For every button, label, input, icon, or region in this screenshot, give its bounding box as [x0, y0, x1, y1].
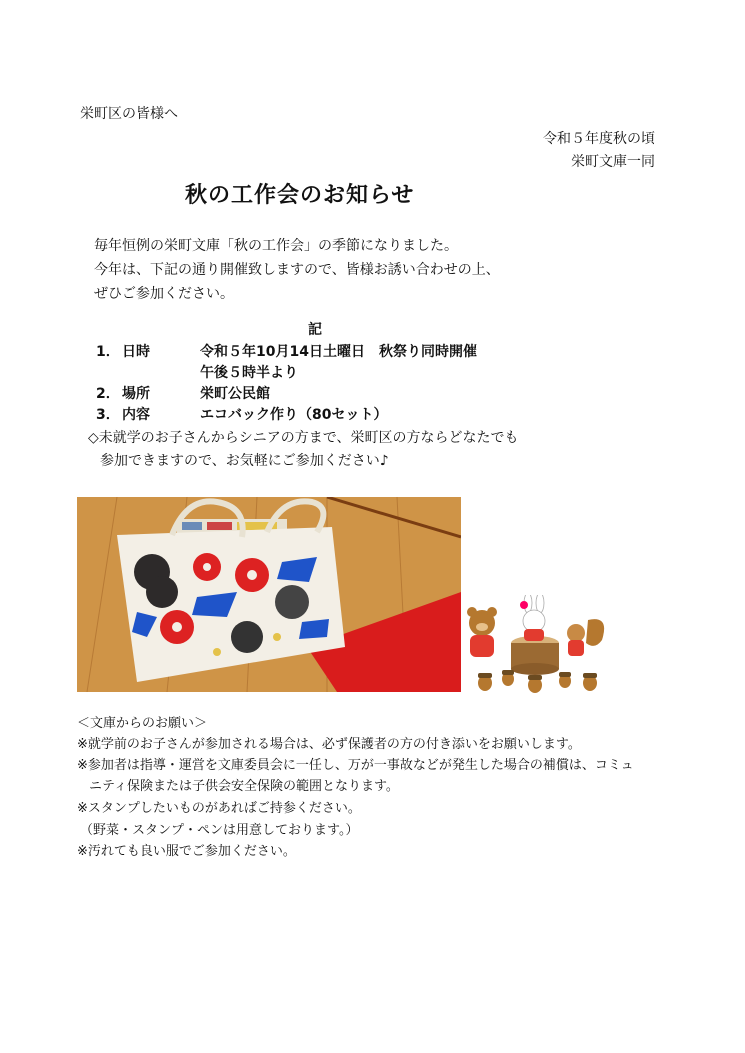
detail-num-1: 1．: [96, 344, 120, 360]
request-line-6: ※汚れても良い服でご参加ください。: [77, 844, 296, 859]
sender: 栄町文庫一同: [571, 154, 655, 170]
issue-date: 令和５年度秋の頃: [543, 131, 655, 147]
invite-line-2: 参加できますので、お気軽にご参加ください♪: [100, 453, 389, 469]
detail-value-3: エコバック作り（80セット）: [200, 407, 388, 423]
request-line-4: ※スタンプしたいものがあればご持参ください。: [77, 801, 361, 816]
intro-line-2: 今年は、下記の通り開催致しますので、皆様お誘い合わせの上、: [94, 262, 500, 278]
request-line-1: ※就学前のお子さんが参加される場合は、必ず保護者の方の付き添いをお願いします。: [77, 737, 581, 752]
intro-line-3: ぜひご参加ください。: [94, 286, 234, 302]
request-line-3: ニティ保険または子供会安全保険の範囲となります。: [89, 779, 399, 794]
autumn-animals-illustration: [460, 595, 610, 695]
request-line-5: （野菜・スタンプ・ペンは用意しております。）: [80, 823, 359, 838]
ki-heading: 記: [308, 322, 322, 338]
detail-num-2: 2．: [96, 386, 120, 402]
detail-num-3: 3．: [96, 407, 120, 423]
recipient: 栄町区の皆様へ: [80, 106, 178, 122]
detail-label-2: 場所: [122, 386, 150, 402]
detail-label-3: 内容: [122, 407, 150, 423]
detail-value-2: 栄町公民館: [200, 386, 270, 402]
requests-heading: ＜文庫からのお願い＞: [77, 716, 208, 731]
detail-label-1: 日時: [122, 344, 150, 360]
invite-line-1: ◇未就学のお子さんからシニアの方まで、栄町区の方ならどなたでも: [88, 430, 519, 446]
detail-value-1: 令和５年10月14日土曜日 秋祭り同時開催: [200, 344, 477, 360]
request-line-2: ※参加者は指導・運営を文庫委員会に一任し、万が一事故などが発生した場合の補償は、コミュ: [77, 758, 634, 773]
detail-value-1b: 午後５時半より: [200, 365, 298, 381]
intro-line-1: 毎年恒例の栄町文庫「秋の工作会」の季節になりました。: [94, 238, 458, 254]
page-title: 秋の工作会のお知らせ: [185, 183, 415, 208]
eco-bag-photo: [77, 497, 461, 692]
